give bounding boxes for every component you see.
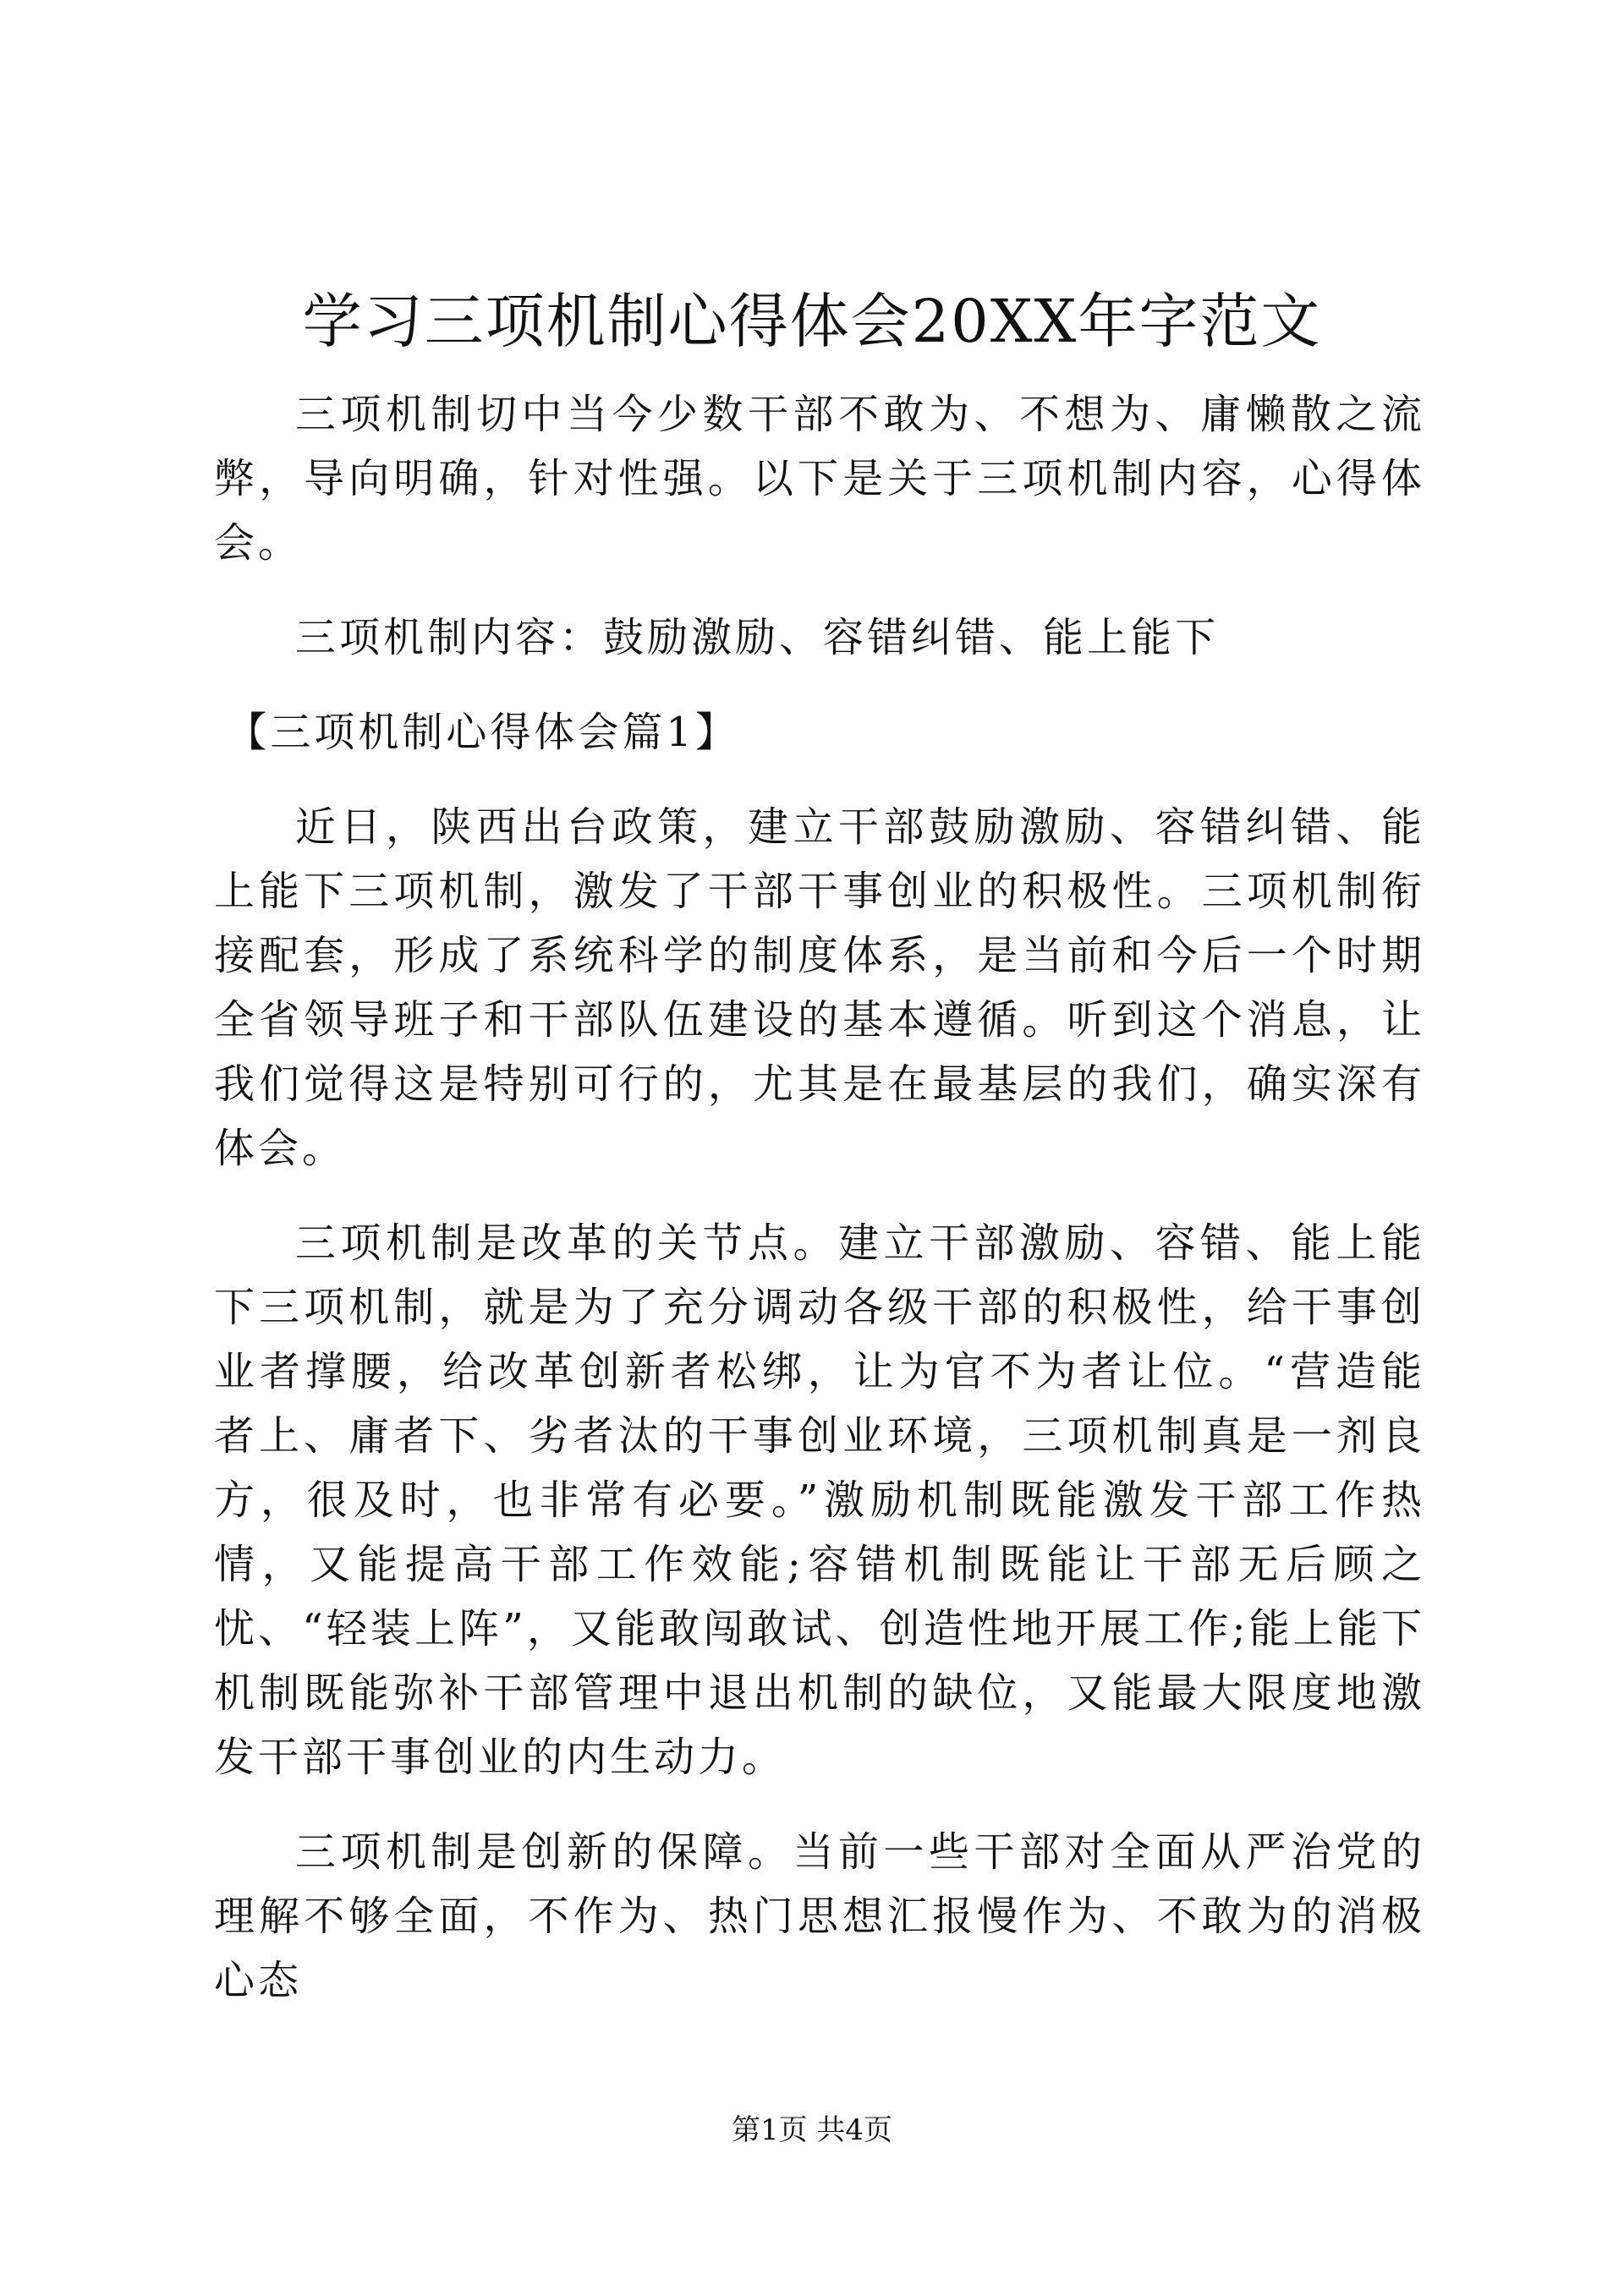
document-body [214, 382, 1425, 2013]
paragraph-intro: 三项机制切中当今少数干部不敢为、不想为、庸懒散之流弊，导向明确，针对性强。以下是关于三项机制内容，心得体会。 [214, 391, 1425, 567]
paragraph-content-summary: 三项机制内容：鼓励激励、容错纠错、能上能下 [295, 614, 1220, 661]
paragraph-body-3: 三项机制是创新的保障。当前一些干部对全面从严治党的理解不够全面，不作为、热门思想汇报慢作为、不敢为的消极心态 [214, 1828, 1425, 2004]
page-number-footer: 第1页 共4页 [731, 2113, 893, 2147]
paragraph-body-1: 近日，陕西出台政策，建立干部鼓励激励、容错纠错、能上能下三项机制，激发了干部干事创业的积极性。三项机制衔接配套，形成了系统科学的制度体系，是当前和今后一个时期全省领导班子和干部队伍建设的基本遵循。听到这个消息，让我们觉得这是特别可行的，尤其是在最基层的我们，确实深有体会。 [214, 803, 1425, 1172]
paragraph-body-2: 三项机制是改革的关节点。建立干部激励、容错、能上能下三项机制，就是为了充分调动各级干部的积极性，给干事创业者撑腰，给改革创新者松绑，让为官不为者让位。“营造能者上、庸者下、劣者汰的干事创业环境，三项机制真是一剂良方，很及时，也非常有必要。”激励机制既能激发干部工作热情，又能提高干部工作效能;容错机制既能让干部无后顾之忧、“轻装上阵”，又能敢闯敢试、创造性地开展工作;能上能下机制既能弥补干部管理中退出机制的缺位，又能最大限度地激发干部干事创业的内生动力。 [214, 1219, 1425, 1781]
document-title: 学习三项机制心得体会20XX年字范文 [302, 287, 1322, 356]
section-heading: 【三项机制心得体会篇1】 [226, 709, 739, 756]
